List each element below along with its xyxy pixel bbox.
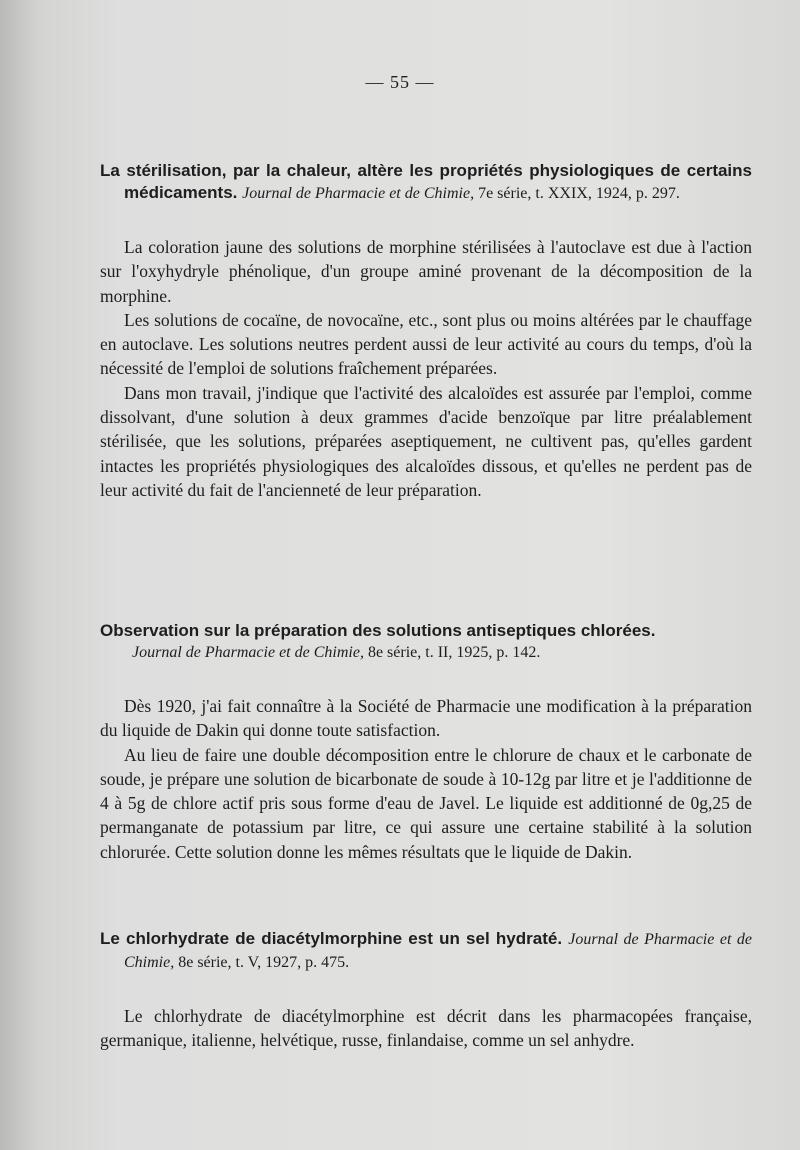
section-solutions-chlorees bbox=[100, 620, 752, 864]
paragraph: Au lieu de faire une double décomposition entre le chlorure de chaux et le carbonate de soude, je prépare une solution de bicarbonate de soude à 10-12g par litre et je l'additionne de 4 à 5g de chlore actif pris sous forme d'eau de Javel. Le liquide est additionné de 0g,25 de permanganate de potassium par litre, ce qui assure une certaine stabilité à la solution chlorurée. Cette solution donne les mêmes résultats que le liquide de Dakin. bbox=[100, 744, 752, 862]
paragraph: Le chlorhydrate de diacétylmorphine est décrit dans les pharmacopées française, germanique, italienne, helvétique, russe, finlandaise, comme un sel anhydre. bbox=[100, 1006, 752, 1051]
journal-name: Journal de Pharmacie et de Chimie, bbox=[242, 185, 475, 202]
paragraph: Dès 1920, j'ai fait connaître à la Société de Pharmacie une modification à la préparation du liquide de Dakin qui donne toute satisfaction. bbox=[100, 696, 752, 741]
section-title: Observation sur la préparation des solutions antiseptiques chlorées. bbox=[100, 621, 656, 640]
section-body bbox=[100, 235, 752, 502]
section-citation bbox=[100, 642, 752, 664]
section-title: La stérilisation, par la chaleur, altère les propriétés physiologiques de certains médicaments. bbox=[100, 161, 752, 202]
paragraph: La coloration jaune des solutions de morphine stérilisées à l'autoclave est due à l'action sur l'oxyhydryle phénolique, d'un groupe aminé provenant de la décomposition de la morphine. bbox=[100, 237, 752, 306]
section-title: Le chlorhydrate de diacétylmorphine est un sel hydraté. bbox=[100, 929, 563, 948]
journal-ref: 8e série, t. II, 1925, p. 142. bbox=[367, 644, 541, 661]
section-heading bbox=[100, 160, 752, 205]
section-sterilisation bbox=[100, 160, 752, 502]
section-body bbox=[100, 1004, 752, 1053]
journal-ref: 7e série, t. XXIX, 1924, p. 297. bbox=[478, 185, 680, 202]
paragraph: Dans mon travail, j'indique que l'activité des alcaloïdes est assurée par l'emploi, comme dissolvant, d'une solution à deux grammes d'acide benzoïque par litre préalablement stérilisée, que les solutions, préparées aseptiquement, ne cultivent pas, qu'elles gardent intactes les propriétés physiologiques des alcaloïdes dissous, et qu'elles ne perdent pas de leur activité du fait de l'ancienneté de leur préparation. bbox=[100, 382, 752, 500]
section-body bbox=[100, 694, 752, 864]
journal-name: Journal de Pharmacie et de Chimie, bbox=[132, 644, 364, 661]
paragraph: Les solutions de cocaïne, de novocaïne, etc., sont plus ou moins altérées par le chauffage en autoclave. Les solutions neutres perdent aussi de leur activité au cours du temps, d'où la nécessité de l'emploi de solutions fraîchement préparées. bbox=[100, 309, 752, 379]
section-diacetylmorphine bbox=[100, 928, 752, 1053]
section-heading bbox=[100, 928, 752, 974]
journal-ref: 8e série, t. V, 1927, p. 475. bbox=[178, 954, 350, 971]
page-number: — 55 — bbox=[365, 72, 435, 92]
journal-name: Journal de Pharmacie et de Chimie, bbox=[124, 931, 752, 971]
